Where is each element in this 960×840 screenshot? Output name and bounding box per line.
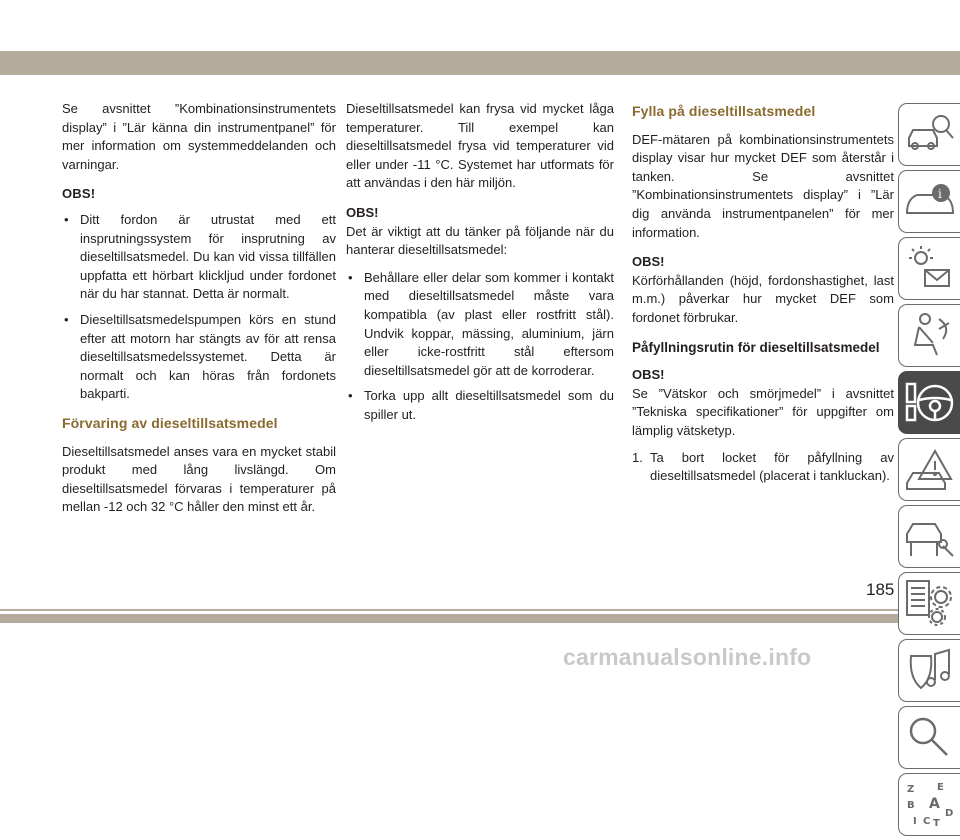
tab-car-lift-wrench[interactable] (898, 505, 960, 568)
obs-label: OBS! (632, 367, 665, 383)
obs-label: OBS! (62, 186, 96, 202)
tab-index-search[interactable] (898, 706, 960, 769)
svg-text:Z: Z (907, 784, 915, 795)
column-1 (62, 100, 336, 528)
list-item (632, 449, 894, 486)
column-3 (632, 100, 894, 486)
storage-paragraph: Dieseltillsatsmedel anses vara en mycket stabil produkt med lång livslängd. Om dieseltillsatsmedel förvaras i temperaturer på mellan -12 och 32 °C håller den minst ett år. (62, 443, 336, 515)
step-text: Ta bort locket för påfyllning av dieseltillsatsmedel (placerat i tankluckan). (650, 449, 894, 484)
car-lift-wrench-icon (903, 510, 957, 564)
obs-label: OBS! (632, 254, 665, 270)
car-magnifier-icon (903, 108, 957, 162)
tab-hazard-warning[interactable] (898, 438, 960, 501)
obs-bullet-list (62, 211, 336, 404)
sub-heading: Påfyllningsrutin för dieseltillsatsmedel (632, 339, 880, 355)
chapter-tab-sidebar (898, 103, 960, 840)
column-2 (346, 100, 614, 435)
def-gauge-paragraph: DEF-mätaren på kombinationsinstrumentets display visar hur mycket DEF som återstår i tanken. Se avsnittet ”Kombinationsinstrumentets display” i ”Lär dig använda instrumentpanelen” för mer information. (632, 131, 894, 240)
section-heading: Fylla på dieseltillsatsmedel (632, 103, 816, 119)
alphabet-index-icon (903, 778, 957, 832)
svg-text:A: A (929, 796, 940, 812)
obs-label: OBS! (346, 204, 379, 220)
step-number: 1. (632, 449, 643, 465)
bottom-rule (0, 609, 960, 611)
index-search-icon (903, 711, 957, 765)
freeze-paragraph: Dieseltillsatsmedel kan frysa vid mycket låga temperaturer. Till exempel kan dieseltillsatsmedel frysa vid temperaturer vid eller under -11 °C. Systemet har utformats för att användas i den här miljön. (346, 101, 614, 191)
obs-text: Det är viktigt att du tänker på följande när du hanterar dieseltillsatsmedel: (346, 223, 614, 258)
section-heading: Förvaring av dieseltillsatsmedel (62, 414, 278, 431)
hazard-warning-icon (903, 443, 957, 497)
page-number: 185 (866, 580, 895, 599)
tab-lights-message[interactable] (898, 237, 960, 300)
steering-wheel-icon (903, 376, 957, 430)
multimedia-music-icon (903, 644, 957, 698)
list-item: • Torka upp allt dieseltillsatsmedel som du spiller ut. (346, 387, 614, 424)
handling-bullet-list (346, 269, 614, 425)
intro-paragraph: Se avsnittet ”Kombinationsinstrumentets display” i ”Lär känna din instrumentpanel” för mer information om systemmeddelanden och varningar. (62, 101, 336, 172)
svg-text:B: B (907, 800, 915, 811)
seatbelt-airbag-icon (903, 309, 957, 363)
steps-list (632, 449, 894, 486)
svg-text:i: i (938, 187, 942, 201)
tab-checklist-gear[interactable] (898, 572, 960, 635)
svg-text:C: C (923, 816, 931, 827)
tab-seatbelt-airbag[interactable] (898, 304, 960, 367)
svg-text:T: T (933, 818, 940, 829)
tab-dashboard-info[interactable] (898, 170, 960, 233)
tab-steering-wheel[interactable] (898, 371, 960, 434)
svg-text:E: E (937, 782, 944, 793)
tab-multimedia[interactable] (898, 639, 960, 702)
lights-message-icon (903, 242, 957, 296)
svg-text:I: I (913, 816, 917, 827)
tab-alphabet-index[interactable] (898, 773, 960, 836)
obs-text: Körförhållanden (höjd, fordonshastighet, last m.m.) påverkar hur mycket DEF som fordonet förbrukar. (632, 272, 894, 325)
obs-block (346, 204, 614, 260)
list-item: • Dieseltillsatsmedelspumpen körs en stund efter att motorn har stängts av för att rensa dieseltillsatsmedelssystemet. Detta är normalt och kan höras från fordonets bakparti. (62, 311, 336, 404)
list-item: • Ditt fordon är utrustat med ett insprutningssystem för insprutning av dieseltillsatsmedel. Du kan vid vissa tillfällen uppfatta ett hörbart klickljud under fordonet när du har stannat. Detta är normalt. (62, 211, 336, 304)
tab-car-magnifier[interactable] (898, 103, 960, 166)
dashboard-info-icon (903, 175, 957, 229)
svg-text:D: D (945, 808, 954, 819)
watermark: carmanualsonline.info (563, 644, 812, 670)
top-color-band (0, 51, 960, 75)
bottom-color-band (0, 614, 960, 623)
checklist-gear-icon (903, 577, 957, 631)
list-item: • Behållare eller delar som kommer i kontakt med dieseltillsatsmedel måste vara kompatibla (av plast eller rostfritt stål). Undvik koppar, mässing, aluminium, järn eller icke-rostfritt stål eftersom dieseltillsatsmedel gör att de korroderar. (346, 269, 614, 381)
obs-block (632, 253, 894, 327)
obs-block (632, 366, 894, 440)
obs-text: Se ”Vätskor och smörjmedel” i avsnittet ”Tekniska specifikationer” för uppgifter om lämplig vätsketyp. (632, 385, 894, 438)
